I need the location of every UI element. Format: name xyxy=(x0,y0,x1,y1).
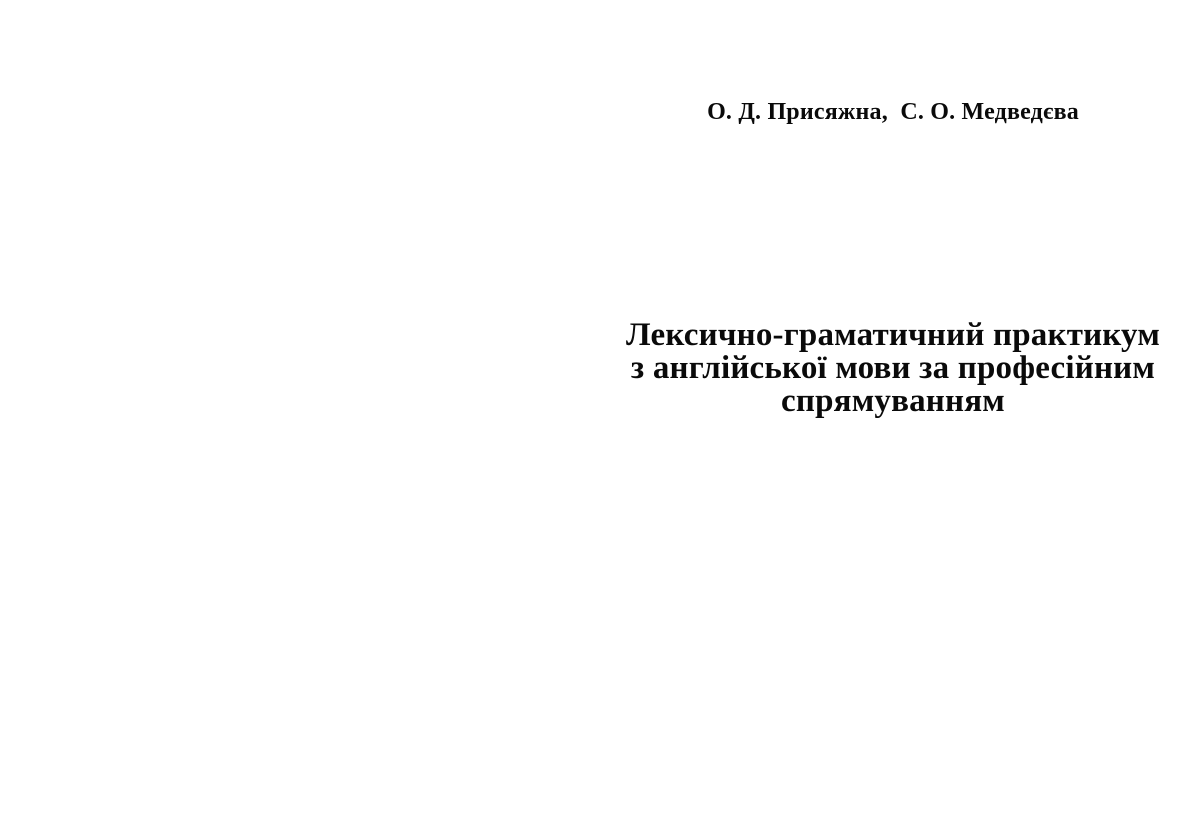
book-title-line-3: спрямуванням xyxy=(781,383,1005,419)
authors-line: О. Д. Присяжна, С. О. Медведєва xyxy=(707,99,1079,125)
book-title-line-2: з англійської мови за професійним xyxy=(630,350,1156,386)
book-title xyxy=(568,319,1201,418)
book-title-line-1: Лексично-граматичний практикум xyxy=(625,317,1161,353)
